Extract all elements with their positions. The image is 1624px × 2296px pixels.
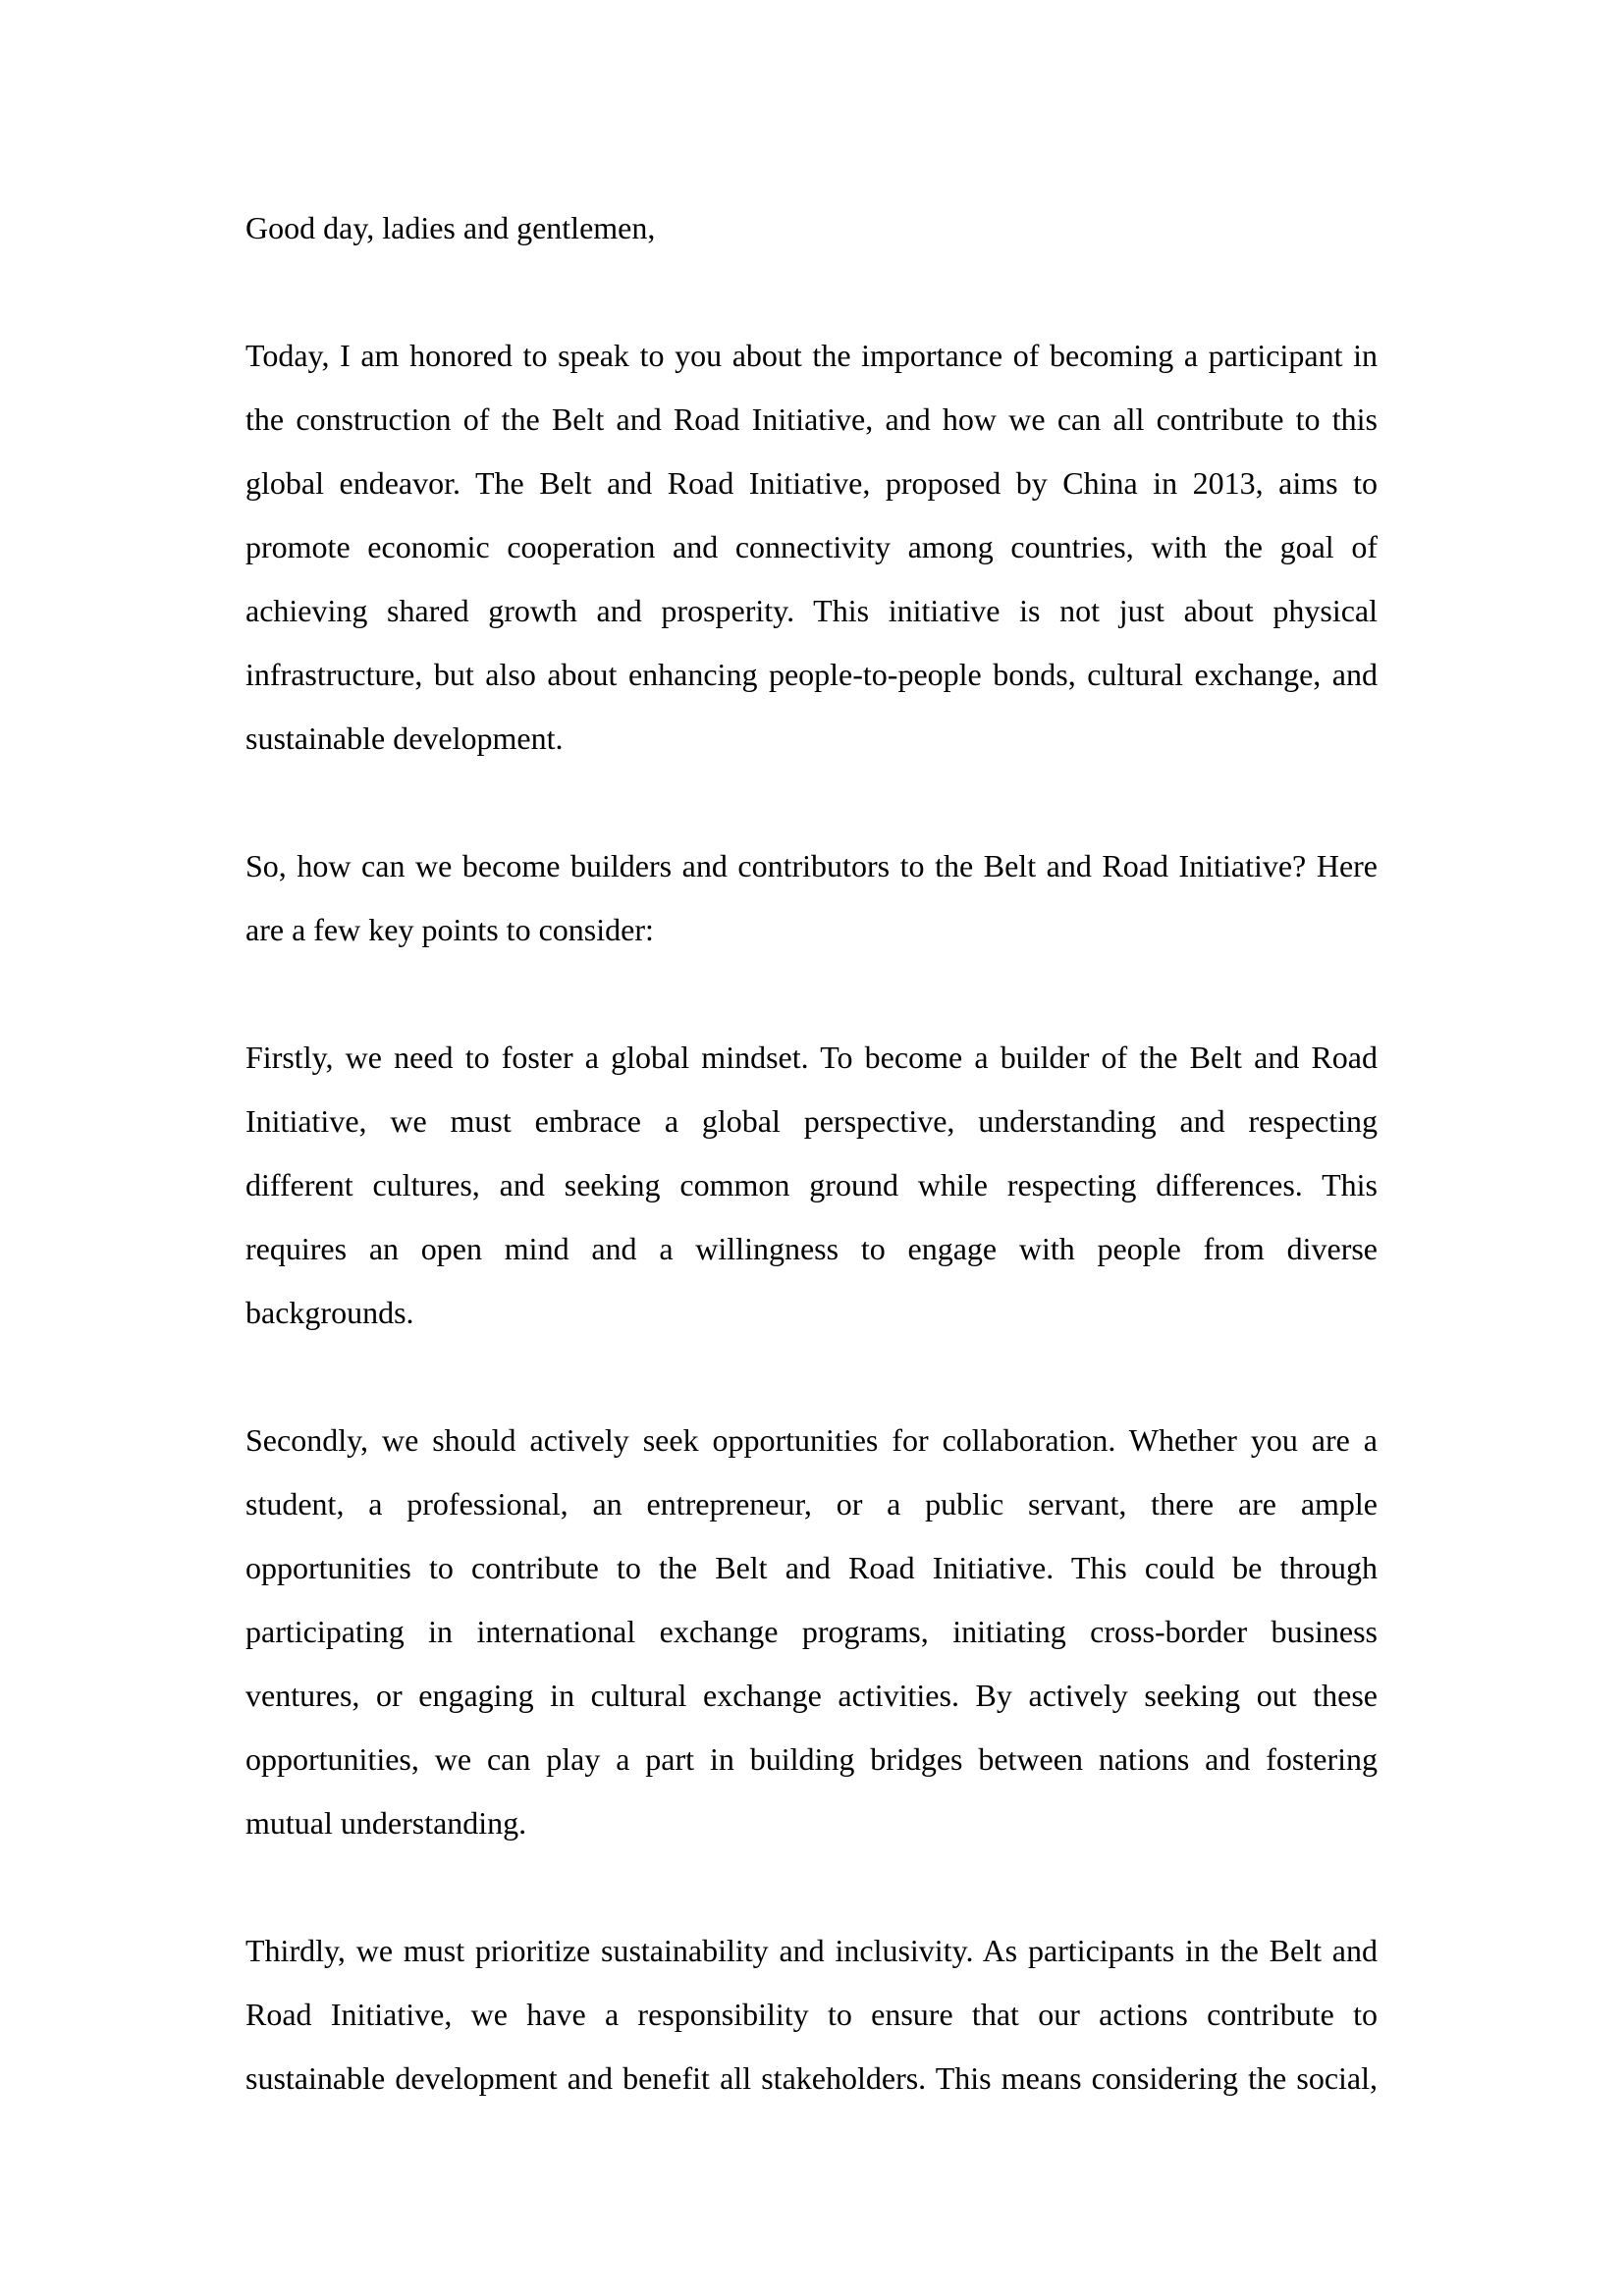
text-line: backgrounds. [245, 1295, 414, 1330]
text-line: So, how can we become builders and contributors to the Belt and Road Initiative? Here [245, 848, 1378, 883]
text-line: infrastructure, but also about enhancing people-to-people bonds, cultural exchange, and [245, 657, 1378, 692]
text-line: opportunities, we can play a part in building bridges between nations and fostering [245, 1741, 1378, 1777]
text-line: different cultures, and seeking common ground while respecting differences. This [245, 1167, 1378, 1202]
text-line: the construction of the Belt and Road Initiative, and how we can all contribute to this [245, 401, 1378, 437]
paragraph-secondly [245, 1409, 1378, 1855]
text-line: sustainable development. [245, 721, 564, 756]
paragraph-greeting [245, 196, 1378, 260]
text-line: Secondly, we should actively seek opportunities for collaboration. Whether you are a [245, 1422, 1378, 1458]
text-line: achieving shared growth and prosperity. This initiative is not just about physical [245, 593, 1378, 628]
text-line: sustainable development and benefit all stakeholders. This means considering the social, [245, 2060, 1378, 2096]
speech-body [245, 196, 1378, 2174]
text-line: promote economic cooperation and connectivity among countries, with the goal of [245, 529, 1378, 564]
text-line: global endeavor. The Belt and Road Initiative, proposed by China in 2013, aims to [245, 465, 1378, 501]
paragraph-question [245, 834, 1378, 962]
text-line: participating in international exchange programs, initiating cross-border business [245, 1614, 1378, 1649]
text-line: ventures, or engaging in cultural exchange activities. By actively seeking out these [245, 1678, 1378, 1713]
text-line: requires an open mind and a willingness to engage with people from diverse [245, 1231, 1378, 1266]
text-line: student, a professional, an entrepreneur, or a public servant, there are ample [245, 1486, 1378, 1522]
text-line: are a few key points to consider: [245, 912, 654, 947]
paragraph-introduction [245, 324, 1378, 771]
text-line: Road Initiative, we have a responsibility to ensure that our actions contribute to [245, 1997, 1378, 2032]
text-line: mutual understanding. [245, 1805, 527, 1841]
text-line: Initiative, we must embrace a global perspective, understanding and respecting [245, 1103, 1378, 1139]
text-line: opportunities to contribute to the Belt and Road Initiative. This could be through [245, 1550, 1378, 1585]
text-line: Today, I am honored to speak to you about the importance of becoming a participant in [245, 338, 1378, 373]
text-line: Thirdly, we must prioritize sustainability and inclusivity. As participants in the Belt and [245, 1933, 1378, 1968]
paragraph-thirdly [245, 1919, 1378, 2110]
paragraph-firstly [245, 1026, 1378, 1345]
text-line: Good day, ladies and gentlemen, [245, 210, 656, 245]
text-line: Firstly, we need to foster a global mindset. To become a builder of the Belt and Road [245, 1040, 1378, 1075]
